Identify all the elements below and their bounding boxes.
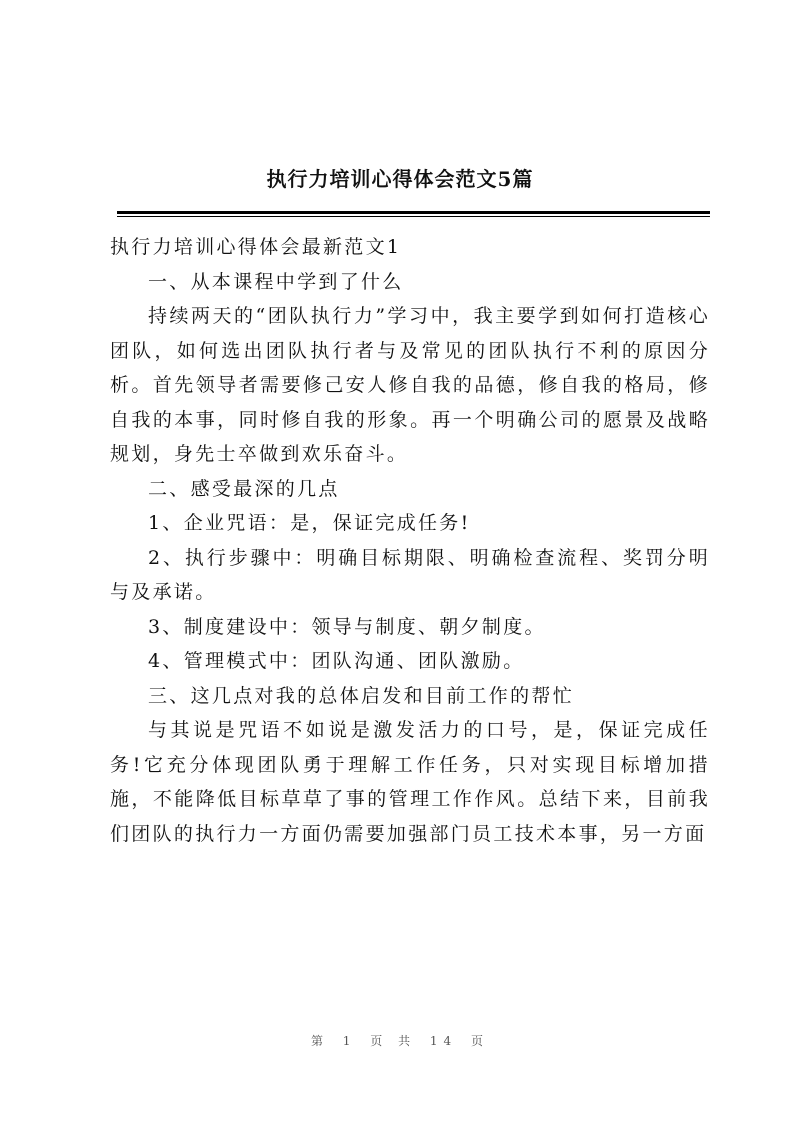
paragraph-1: 持续两天的“团队执行力”学习中，我主要学到如何打造核心团队，如何选出团队执行者与及常见的团队执行不利的原因分析。首先领导者需要修己安人修自我的品德，修自我的格局，修自我的本事，同时修自我的形象。再一个明确公司的愿景及战略规划，身先士卒做到欢乐奋斗。 (110, 305, 710, 465)
footer-label-of: 页 共 (370, 1034, 417, 1048)
section-subtitle: 执行力培训心得体会最新范文1 (110, 236, 402, 258)
page-title: 执行力培训心得体会范文5篇 (266, 167, 534, 191)
paragraph-heading-1: 一、从本课程中学到了什么 (148, 270, 404, 293)
footer-label-pages: 页 (471, 1034, 490, 1048)
paragraph-heading-3: 三、这几点对我的总体启发和目前工作的帮忙 (148, 684, 575, 707)
title-rule-thin (117, 216, 710, 217)
paragraph-heading-2: 二、感受最深的几点 (148, 477, 340, 500)
paragraph-2: 与其说是咒语不如说是激发活力的口号，是，保证完成任务!它充分体现团队勇于理解工作任务，只对实现目标增加措施，不能降低目标草草了事的管理工作作风。总结下来，目前我们团队的执行力一方面仍需要加强部门员工技术本事，另一方面 (110, 719, 710, 845)
page-footer (0, 1032, 800, 1049)
footer-label-page: 第 (310, 1034, 329, 1048)
footer-current-page: 1 (342, 1034, 357, 1048)
title-rule-thick (117, 211, 710, 214)
list-item-1: 1、企业咒语：是，保证完成任务! (148, 512, 471, 534)
list-item-4: 4、管理模式中：团队沟通、团队激励。 (148, 650, 525, 672)
list-item-2: 2、执行步骤中：明确目标期限、明确检查流程、奖罚分明与及承诺。 (110, 546, 710, 603)
footer-total-pages: 14 (429, 1034, 458, 1048)
document-body (110, 230, 710, 851)
list-item-3: 3、制度建设中：领导与制度、朝夕制度。 (148, 615, 546, 638)
